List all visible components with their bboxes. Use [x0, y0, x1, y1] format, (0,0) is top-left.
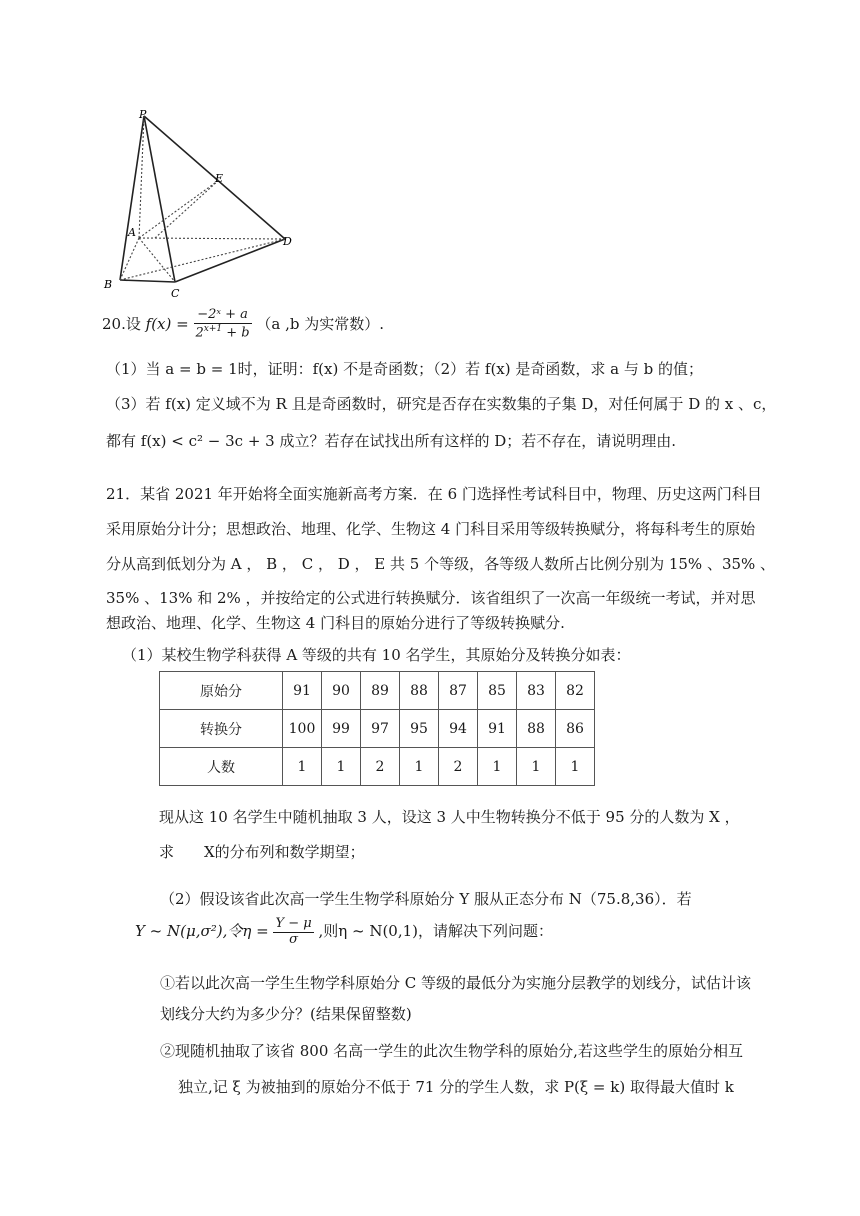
q21-sub2-line2	[135, 914, 553, 948]
table-cell: 89	[361, 672, 400, 710]
q21-line5: 想政治、地理、化学、生物这 4 门科目的原始分进行了等级转换赋分.	[106, 614, 565, 632]
table-cell: 97	[361, 710, 400, 748]
table-cell: 2	[361, 748, 400, 786]
table-cell: 1	[400, 748, 439, 786]
table-cell: 86	[556, 710, 595, 748]
q20-denominator	[194, 324, 252, 341]
q21-sub2-line1: （2）假设该省此次高一学生生物学科原始分 Y 服从正态分布 N（75.8,36）．若	[160, 890, 692, 908]
label-a: A	[128, 226, 136, 239]
q21-sub1-intro: （1）某校生物学科获得 A 等级的共有 10 名学生，其原始分及转换分如表：	[122, 646, 631, 664]
q21-c2-line1: ②现随机抽取了该省 800 名高一学生的此次生物学科的原始分,若这些学生的原始分相互	[160, 1042, 743, 1060]
q21-c2-line2: 独立,记 ξ 为被抽到的原始分不低于 71 分的学生人数，求 P(ξ = k) 取得最大值时 k	[178, 1078, 734, 1096]
pyramid-figure	[95, 100, 310, 300]
q20-part1-2: （1）当 a = b = 1时，证明：f(x) 不是奇函数；（2）若 f(x) 是奇函数，求 a 与 b 的值；	[106, 360, 704, 378]
table-cell: 1	[322, 748, 361, 786]
q21-sub2-b: ,则η ~ N(0,1)，请解决下列问题：	[318, 922, 554, 940]
table-cell: 88	[400, 672, 439, 710]
table-cell: 85	[478, 672, 517, 710]
table-row	[160, 710, 595, 748]
table-cell: 90	[322, 672, 361, 710]
table-header-cell: 人数	[160, 748, 283, 786]
q21-sub2-den: σ	[289, 931, 299, 947]
table-cell: 99	[322, 710, 361, 748]
table-cell: 1	[478, 748, 517, 786]
q20-lead: 20.设	[102, 315, 141, 333]
q21-sub1-q1: 现从这 10 名学生中随机抽取 3 人，设这 3 人中生物转换分不低于 95 分的人数为 X ，	[159, 808, 740, 826]
table-cell: 95	[400, 710, 439, 748]
q21-c1-line2: 划线分大约为多少分？(结果保留整数)	[160, 1005, 412, 1023]
table-cell: 1	[517, 748, 556, 786]
q20-fx: f(x)	[145, 315, 172, 333]
label-p: P	[139, 108, 147, 121]
q20-param-note: （a ,b 为实常数）.	[256, 315, 385, 333]
q20-den-base: 2	[195, 325, 204, 341]
label-d: D	[283, 235, 292, 248]
label-c: C	[171, 287, 180, 300]
table-row	[160, 748, 595, 786]
table-header-cell: 转换分	[160, 710, 283, 748]
table-cell: 88	[517, 710, 556, 748]
table-cell: 100	[283, 710, 322, 748]
label-b: B	[104, 278, 113, 291]
q21-line2: 采用原始分计分；思想政治、地理、化学、生物这 4 门科目采用等级转换赋分，将每科考生的原始	[106, 520, 756, 538]
table-cell: 91	[283, 672, 322, 710]
table-cell: 1	[283, 748, 322, 786]
q21-line3: 分从高到低划分为 A ， B ， C ， D ， E 共 5 个等级，各等级人数所占比例分别为 15% 、35% 、	[106, 555, 776, 573]
table-cell: 82	[556, 672, 595, 710]
q20-part3-line2: 都有 f(x) < c² − 3c + 3 成立？若存在试找出所有这样的 D；若不存在，请说明理由.	[106, 432, 677, 450]
table-row	[160, 672, 595, 710]
score-table	[159, 671, 595, 786]
q20-eq: =	[176, 315, 189, 333]
q20-numerator: −2ˣ + a	[194, 308, 252, 324]
q21-sub2-fraction	[273, 917, 313, 948]
q20-part3-line1: （3）若 f(x) 定义域不为 R 且是奇函数时，研究是否存在实数集的子集 D，对任何属于 D 的 x 、c，	[106, 395, 777, 413]
q20-den-exp: x+1	[203, 324, 223, 335]
q21-sub1-q2: 求 X的分布列和数学期望；	[159, 843, 365, 861]
label-e: E	[215, 172, 224, 185]
table-cell: 91	[478, 710, 517, 748]
q21-line1: 21．某省 2021 年开始将全面实施新高考方案．在 6 门选择性考试科目中，物理、历史这两门科目	[106, 485, 762, 503]
table-cell: 87	[439, 672, 478, 710]
table-cell: 2	[439, 748, 478, 786]
q20-fraction	[194, 308, 252, 341]
table-cell: 83	[517, 672, 556, 710]
q21-sub2-num: Y − μ	[275, 915, 312, 931]
table-header-cell: 原始分	[160, 672, 283, 710]
table-cell: 1	[556, 748, 595, 786]
q21-line4: 35% 、13% 和 2% ，并按给定的公式进行转换赋分．该省组织了一次高一年级统一考试，并对思	[106, 589, 756, 607]
q21-sub2-a: Y ~ N(μ,σ²),令η =	[135, 922, 269, 940]
table-cell: 94	[439, 710, 478, 748]
q20-den-rest: + b	[222, 325, 250, 341]
q20-stem	[102, 308, 384, 342]
q21-c1-line1: ①若以此次高一学生生物学科原始分 C 等级的最低分为实施分层教学的划线分，试估计该	[160, 974, 752, 992]
